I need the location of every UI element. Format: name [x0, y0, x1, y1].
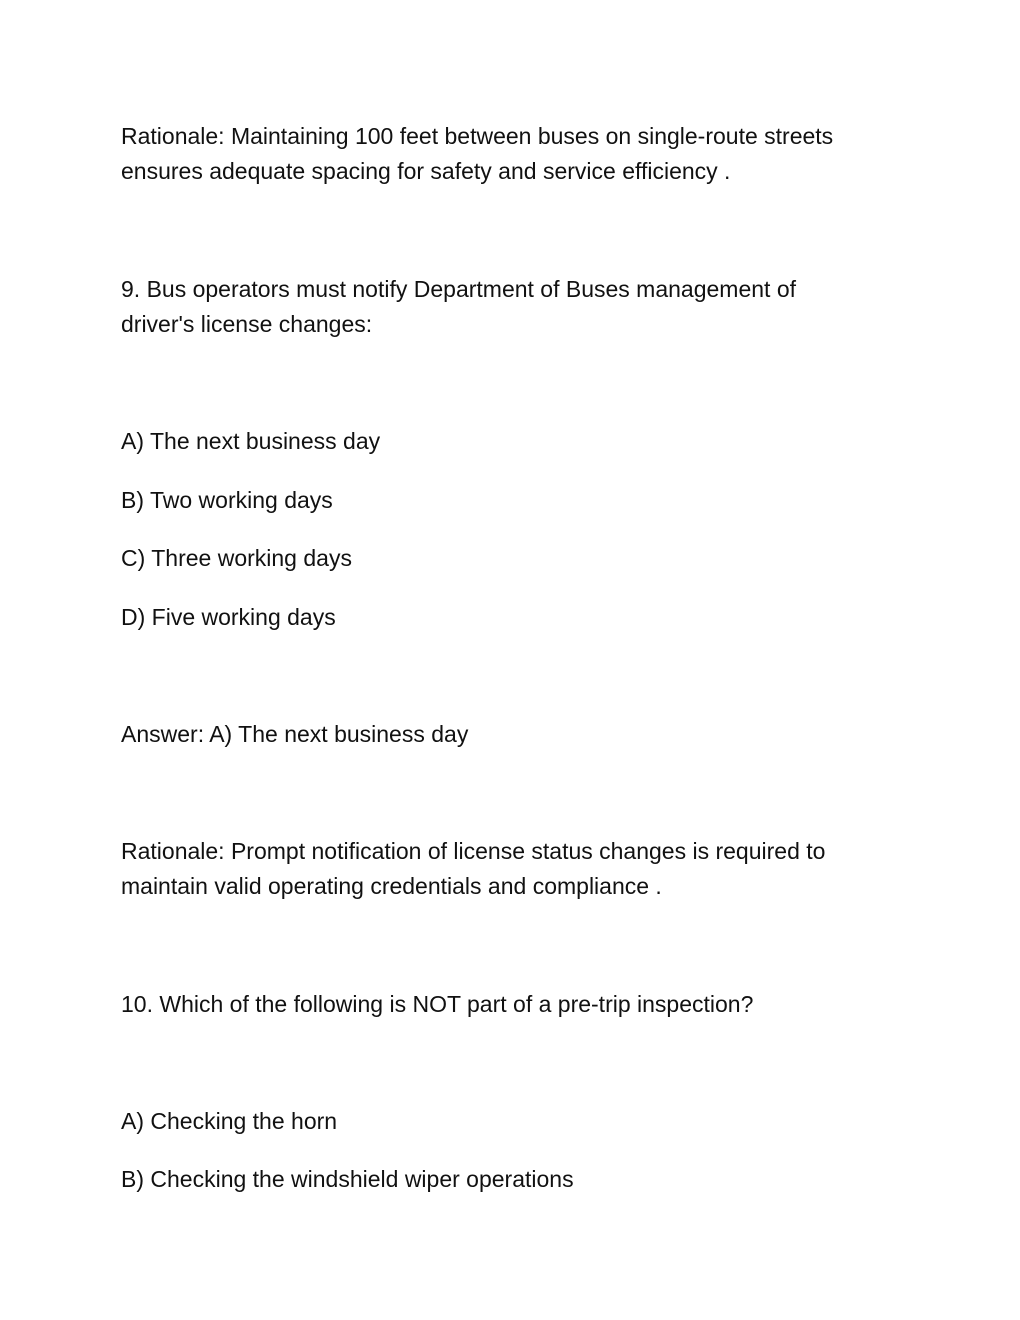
- rationale-8-line-2: ensures adequate spacing for safety and service efficiency .: [121, 158, 731, 184]
- rationale-8-line-1: Rationale: Maintaining 100 feet between buses on single-route streets: [121, 123, 834, 149]
- rationale-9-line-1: Rationale: Prompt notification of license status changes is required to: [121, 838, 826, 864]
- question-9-line-2: driver's license changes:: [121, 311, 373, 337]
- question-9-option-d: D) Five working days: [121, 604, 336, 630]
- question-10-option-a: A) Checking the horn: [121, 1108, 338, 1134]
- question-10-text: 10. Which of the following is NOT part of a pre-trip inspection?: [121, 991, 754, 1017]
- question-9-option-b: B) Two working days: [121, 487, 333, 513]
- question-10-option-b: B) Checking the windshield wiper operations: [121, 1166, 574, 1192]
- question-9-answer: Answer: A) The next business day: [121, 721, 469, 747]
- question-9-line-1: 9. Bus operators must notify Department of Buses management of: [121, 276, 797, 302]
- question-9-option-c: C) Three working days: [121, 545, 352, 571]
- rationale-9-line-2: maintain valid operating credentials and compliance .: [121, 873, 662, 899]
- question-9-option-a: A) The next business day: [121, 428, 381, 454]
